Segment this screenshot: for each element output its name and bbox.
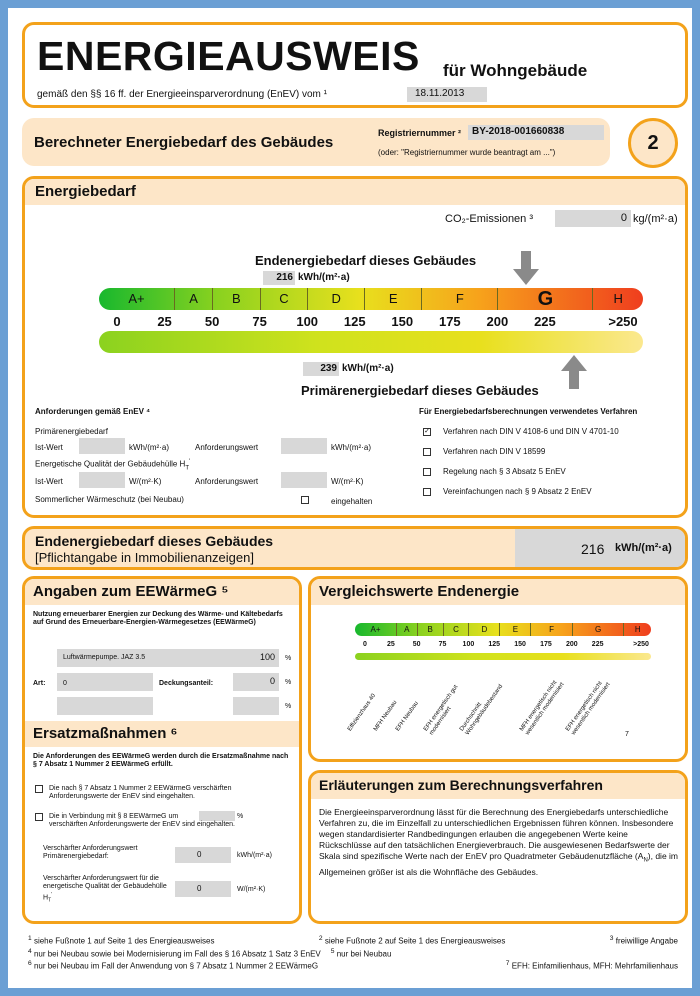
vergleich-class-f: F — [530, 623, 571, 636]
vergleich-label: Durchschnitt Wohngebäudebestand — [459, 683, 505, 737]
vergleich-class-h: H — [623, 623, 651, 636]
vergleich-scale — [355, 623, 651, 636]
prim-title: Primärenergiebedarf dieses Gebäudes — [301, 383, 539, 398]
eew-row3-unit: % — [285, 703, 292, 710]
vergleich-tick: 150 — [514, 641, 526, 648]
calc-title: Berechneter Energiebedarf des Gebäudes — [34, 134, 334, 151]
verfahren-item — [423, 487, 592, 496]
energy-scale-lower — [99, 331, 643, 353]
eew-row1-unit: % — [285, 655, 292, 662]
ersatz-opt2-checkbox[interactable] — [35, 813, 43, 821]
verfahren-label: Regelung nach § 3 Absatz 5 EnEV — [443, 467, 566, 476]
footnotes: $^1$ siehe Fußnote 1 auf Seite 1 des Energieausweises $^2$ siehe Fußnote 2 auf Seite 1 des Energieausweises $^3$ freiwillige Angabe $^4$ nur bei Neubau sowie bei Modernisierung im Fall des § 16 Absatz 1 Satz 3 EnEV $^5$ nur bei Neubau $^6$ nur bei Neubau im Fall der Anwendung von § 7 Absatz 1 Nummer 2 EEWärmeG $^7$ EFH: Einfamilienhaus, MFH: Mehrfamilienhaus — [28, 935, 678, 971]
verfahren-label: Verfahren nach DIN V 4108-6 und DIN V 4701-10 — [443, 427, 619, 436]
pflicht-value: 216 — [581, 541, 605, 557]
eew-title: Angaben zum EEWärmeG ⁵ — [33, 583, 229, 600]
verfahren-checkbox[interactable]: ✓ — [424, 427, 430, 435]
energy-tick: 100 — [296, 314, 319, 329]
verfahren-label: Vereinfachungen nach § 9 Absatz 2 EnEV — [443, 487, 592, 496]
vergleich-tick: 0 — [363, 641, 367, 648]
ersatz-v1-label: Verschärfter Anforderungswert Primärenergiebedarf: — [43, 845, 138, 860]
pflicht-unit: kWh/(m²·a) — [615, 542, 672, 554]
verfahren-label: Verfahren nach DIN V 18599 — [443, 447, 546, 456]
anf-unit-2b: W/(m²·K) — [331, 477, 364, 486]
energiebedarf-title: Energiebedarf — [35, 183, 136, 200]
energy-class-h: H — [592, 288, 643, 310]
ersatz-title: Ersatzmaßnahmen ⁶ — [33, 725, 178, 742]
erlaeuterung-title: Erläuterungen zum Berechnungsverfahren — [319, 777, 603, 793]
energy-class-a: A — [174, 288, 212, 310]
energy-class-aplus: A+ — [128, 291, 145, 306]
reg-value: BY-2018-001660838 — [468, 125, 604, 140]
anf-unit-1b: kWh/(m²·a) — [331, 443, 371, 452]
page-number: 2 — [628, 118, 678, 168]
energy-class-b: B — [212, 288, 260, 310]
vergleich-label: EFH energetisch nicht wesentlich modernisiert — [565, 680, 612, 737]
anf-sommer: Sommerlicher Wärmeschutz (bei Neubau) — [35, 495, 184, 504]
ersatz-opt1: Die nach § 7 Absatz 1 Nummer 2 EEWärmeG verschärften Anforderungswerte der EnEV sind eingehalten. — [49, 785, 232, 800]
verfahren-item — [423, 467, 566, 476]
ersatz-opt1-checkbox[interactable] — [35, 785, 43, 793]
anf-eingehalten: eingehalten — [331, 497, 373, 506]
eew-row3-field — [57, 697, 153, 715]
vergleich-class-g: G — [572, 623, 624, 636]
ersatz-opt2b: % — [237, 813, 244, 820]
eew-box — [22, 576, 302, 924]
footnote-1: siehe Fußnote 1 auf Seite 1 des Energieausweises — [33, 936, 215, 946]
page-subtitle: für Wohngebäude — [443, 61, 588, 80]
ersatz-opt2a: Die in Verbindung mit § 8 EEWärmeG um — [49, 813, 179, 820]
pflicht-title: Endenergiebedarf dieses Gebäudes — [35, 533, 274, 549]
ersatz-opt2-field — [199, 811, 235, 821]
ersatz-v2-label: Verschärfter Anforderungswert für die energetische Qualität der Gebäudehülle $H_T'$ — [43, 875, 167, 904]
energy-class-g: G — [497, 288, 592, 310]
energy-tick: 25 — [157, 314, 172, 329]
page-title: ENERGIEAUSWEIS — [37, 33, 420, 79]
enev-basis: gemäß den §§ 16 ff. der Energieeinsparverordnung (EnEV) vom ¹ — [37, 89, 327, 100]
footnote-6: nur bei Neubau im Fall der Anwendung von § 7 Absatz 1 Nummer 2 EEWärmeG — [33, 961, 319, 971]
vergleich-tick: >250 — [633, 641, 649, 648]
verfahren-item — [423, 427, 619, 436]
eew-art-field — [57, 673, 153, 691]
verfahren-checkbox[interactable] — [423, 468, 431, 476]
footnote-4: nur bei Neubau sowie bei Modernisierung im Fall des § 16 Absatz 1 Satz 3 EnEV — [33, 949, 321, 959]
vergleich-tick: 50 — [412, 641, 421, 648]
header-box — [22, 22, 688, 108]
eew-deckung-value: 0 — [233, 673, 279, 691]
anf-anf-2-field — [281, 472, 327, 488]
reg-note: (oder: "Registriernummer wurde beantragt am ...") — [378, 148, 556, 157]
energy-tick: 50 — [204, 314, 220, 329]
vergleich-tick: 200 — [565, 641, 578, 648]
vergleich-title: Vergleichswerte Endenergie — [319, 583, 520, 600]
page — [8, 8, 692, 988]
reg-label: Registriernummer ² — [378, 128, 462, 138]
vergleich-label: MFH energetisch nicht wesentlich modernisiert — [519, 679, 566, 737]
pflicht-subtitle: [Pflichtangabe in Immobilienanzeigen] — [35, 550, 254, 565]
vergleich-label: EFH Neubau — [395, 700, 420, 733]
vergleich-class-b: B — [417, 623, 443, 636]
enev-date: 18.11.2013 — [407, 87, 487, 102]
vergleich-tick: 100 — [462, 641, 475, 648]
eew-row3-pct — [233, 697, 279, 715]
energy-tick: 0 — [113, 314, 121, 329]
energy-tick: 125 — [343, 314, 366, 329]
end-value: 216 — [263, 271, 295, 285]
sommer-checkbox[interactable] — [301, 496, 309, 504]
vergleich-tick: 225 — [591, 641, 604, 648]
vergleich-tick: 175 — [540, 641, 552, 648]
ersatz-v2-value: 0 — [175, 881, 231, 897]
anf-title: Anforderungen gemäß EnEV ⁴ — [35, 407, 151, 416]
energy-tick: 175 — [438, 314, 461, 329]
anf-unit-1: kWh/(m²·a) — [129, 443, 169, 452]
ersatz-v1-value: 0 — [175, 847, 231, 863]
energy-class-d: D — [307, 288, 364, 310]
end-title: Endenergiebedarf dieses Gebäudes — [255, 253, 477, 268]
erlaeuterung-text: Die Energieeinsparverordnung lässt für die Berechnung des Energiebedarfs unterschiedliche Verfahren zu, die im Einzelfall zu unterschiedlichen Ergebnissen führen können. Insbesondere wegen standardisierter Randbedingungen erlauben die angegebenen Werte keine Rückschlüsse auf den tatsächlichen Energieverbrauch. Die ausgewiesenen Bedarfswerte der Skala sind spezifische Werte nach der EnEV pro Quadratmeter Gebäudenutzfläche $(A_N)$, die im Allgemeinen größer ist als die Wohnfläche des Gebäudes. — [319, 807, 679, 877]
vergleich-label: EFH energetisch gut modernisiert — [423, 684, 460, 737]
vergleich-tick: 25 — [386, 641, 395, 648]
eew-deckung: Deckungsanteil: — [159, 680, 214, 687]
vergleich-box — [308, 576, 688, 762]
anf-ist-2-field — [79, 472, 125, 488]
erlaeuterung-box — [308, 770, 688, 924]
vergleich-note: 7 — [625, 731, 629, 738]
energy-tick: 75 — [252, 314, 267, 329]
anf-primaer: Primärenergiebedarf — [35, 427, 108, 436]
footnote-5: nur bei Neubau — [336, 949, 392, 959]
anf-anf-1-field — [281, 438, 327, 454]
vergleich-class-c: C — [443, 623, 469, 636]
energy-tick: 150 — [391, 314, 414, 329]
anf-ist-1-field — [79, 438, 125, 454]
vergleich-label: Effizienzhaus 40 — [347, 693, 378, 733]
end-unit: kWh/(m²·a) — [298, 272, 350, 283]
vergleich-class-d: D — [468, 623, 499, 636]
energy-class-c: C — [260, 288, 308, 310]
energy-tick: 225 — [534, 314, 556, 329]
calc-bar — [22, 118, 610, 166]
eew-art: Art: — [33, 680, 46, 687]
eew-row1-name: Luftwärmepumpe. JAZ 3.5 — [63, 654, 146, 661]
vergleich-class-e: E — [499, 623, 530, 636]
energy-tick: 200 — [486, 314, 509, 329]
vergleich-scale-lower — [355, 653, 651, 660]
anf-qual: Energetische Qualität der Gebäudehülle $H_T'$ — [35, 459, 191, 472]
ersatz-v1-unit: kWh/(m²·a) — [237, 852, 272, 859]
prim-unit: kWh/(m²·a) — [342, 363, 394, 374]
arrow-down-icon — [513, 251, 539, 285]
anf-unit-2: W/(m²·K) — [129, 477, 162, 486]
verfahren-item — [423, 447, 545, 456]
footnote-7: EFH: Einfamilienhaus, MFH: Mehrfamilienhaus — [511, 961, 678, 971]
vergleich-tick: 75 — [438, 641, 447, 648]
vergleich-label: MFH Neubau — [373, 699, 399, 733]
eew-deckung-unit: % — [285, 679, 292, 686]
energiebedarf-box — [22, 176, 688, 518]
anf-ist-1: Ist-Wert — [35, 443, 63, 452]
ersatz-opt2c: verschärften Anforderungswerte der EnEV sind eingehalten. — [49, 821, 236, 828]
energy-scale — [99, 288, 643, 310]
verfahren-title: Für Energiebedarfsberechnungen verwendetes Verfahren — [419, 407, 638, 416]
arrow-up-icon — [561, 355, 587, 389]
co2-value: 0 — [555, 210, 631, 227]
vergleich-class-aplus: A+ — [370, 625, 381, 634]
ersatz-desc: Die Anforderungen des EEWärmeG werden durch die Ersatzmaßnahme nach § 7 Absatz 1 Nummer 2 EEWärmeG erfüllt. — [33, 753, 289, 768]
footnote-3: freiwillige Angabe — [615, 936, 678, 946]
energy-class-e: E — [364, 288, 421, 310]
pflicht-box — [22, 526, 688, 570]
anf-anf-2: Anforderungswert — [195, 477, 259, 486]
verfahren-checkbox[interactable] — [423, 488, 431, 496]
energy-class-f: F — [421, 288, 497, 310]
anf-ist-2: Ist-Wert — [35, 477, 63, 486]
verfahren-checkbox[interactable] — [423, 448, 431, 456]
ersatz-v2-unit: W/(m²·K) — [237, 886, 266, 893]
energy-tick: >250 — [608, 314, 638, 329]
prim-value: 239 — [303, 362, 339, 376]
eew-desc: Nutzung erneuerbarer Energien zur Deckung des Wärme- und Kältebedarfs auf Grund des Erneuerbare-Energien-Wärmegesetzes (EEWärmeG) — [33, 611, 283, 626]
footnote-2: siehe Fußnote 2 auf Seite 1 des Energieausweises — [324, 936, 506, 946]
eew-art-value: 0 — [63, 680, 67, 687]
co2-label: CO₂-Emissionen ³ — [445, 213, 534, 225]
anf-anf-1: Anforderungswert — [195, 443, 259, 452]
vergleich-class-a: A — [396, 623, 417, 636]
eew-row1-pct: 100 — [233, 649, 279, 667]
co2-unit: kg/(m²·a) — [633, 213, 678, 225]
vergleich-tick: 125 — [488, 641, 501, 648]
